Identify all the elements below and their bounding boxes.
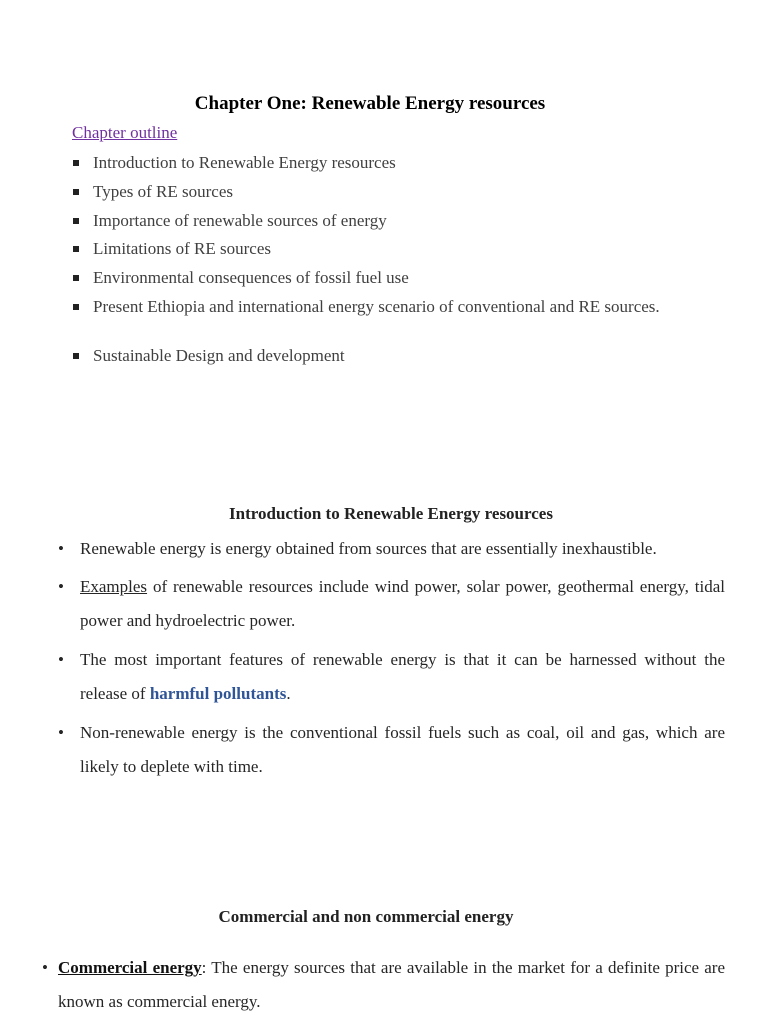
- features-text: The most important features of renewable energy is that it can be harnessed without the release of: [80, 650, 725, 703]
- outline-item-text: Importance of renewable sources of energy: [93, 211, 387, 230]
- square-bullet-icon: [73, 189, 79, 195]
- bullet-icon: •: [42, 958, 48, 977]
- outline-item: [72, 268, 696, 288]
- outline-item-text: Present Ethiopia and international energy scenario of conventional and RE sources.: [93, 297, 660, 316]
- outline-item-text: Limitations of RE sources: [93, 239, 272, 258]
- intro-paragraph: [58, 570, 725, 638]
- intro-paragraph-text: [80, 570, 725, 638]
- outline-item: [72, 346, 696, 366]
- square-bullet-icon: [73, 275, 79, 281]
- outline-item-text: Environmental consequences of fossil fuel use: [93, 268, 409, 287]
- outline-item: [72, 182, 696, 202]
- commercial-energy-definition: : The energy sources that are available in the market for a definite price are known as commercial energy.: [58, 958, 726, 1011]
- square-bullet-icon: [73, 218, 79, 224]
- outline-item: [72, 153, 696, 173]
- commercial-paragraph-text: [58, 951, 725, 1019]
- chapter-outline-link[interactable]: Chapter outline: [72, 123, 178, 142]
- bullet-icon: •: [58, 650, 64, 669]
- outline-item-text: Introduction to Renewable Energy resources: [93, 153, 396, 172]
- outline-item: [72, 297, 696, 317]
- square-bullet-icon: [73, 160, 79, 166]
- commercial-paragraph: [42, 951, 725, 1019]
- square-bullet-icon: [73, 353, 79, 359]
- intro-paragraph-text: Non-renewable energy is the conventional fossil fuels such as coal, oil and gas, which are likely to deplete with time.: [80, 723, 725, 776]
- bullet-icon: •: [58, 539, 64, 558]
- features-end: .: [286, 684, 291, 703]
- outline-item-text: Types of RE sources: [93, 182, 233, 201]
- bullet-icon: •: [58, 723, 64, 742]
- page-title: Chapter One: Renewable Energy resources: [194, 93, 546, 114]
- bullet-icon: •: [58, 577, 64, 596]
- outline-item: [72, 211, 696, 231]
- commercial-heading: Commercial and non commercial energy: [218, 907, 514, 926]
- intro-heading: Introduction to Renewable Energy resources: [229, 504, 553, 523]
- intro-paragraph: [58, 532, 725, 566]
- harmful-pollutants-highlight: harmful pollutants: [149, 684, 287, 703]
- outline-item: [72, 239, 696, 259]
- outline-item-text: Sustainable Design and development: [93, 346, 345, 365]
- examples-link[interactable]: Examples: [80, 577, 148, 596]
- square-bullet-icon: [73, 304, 79, 310]
- intro-paragraph: [58, 716, 725, 784]
- commercial-energy-term: Commercial energy: [58, 958, 202, 977]
- intro-paragraph: [58, 643, 725, 711]
- intro-paragraph-text: Renewable energy is energy obtained from sources that are essentially inexhaustible.: [80, 539, 657, 558]
- square-bullet-icon: [73, 246, 79, 252]
- examples-text: of renewable resources include wind power, solar power, geothermal energy, tidal power and hydroelectric power.: [80, 577, 725, 630]
- intro-paragraph-text: [80, 643, 725, 711]
